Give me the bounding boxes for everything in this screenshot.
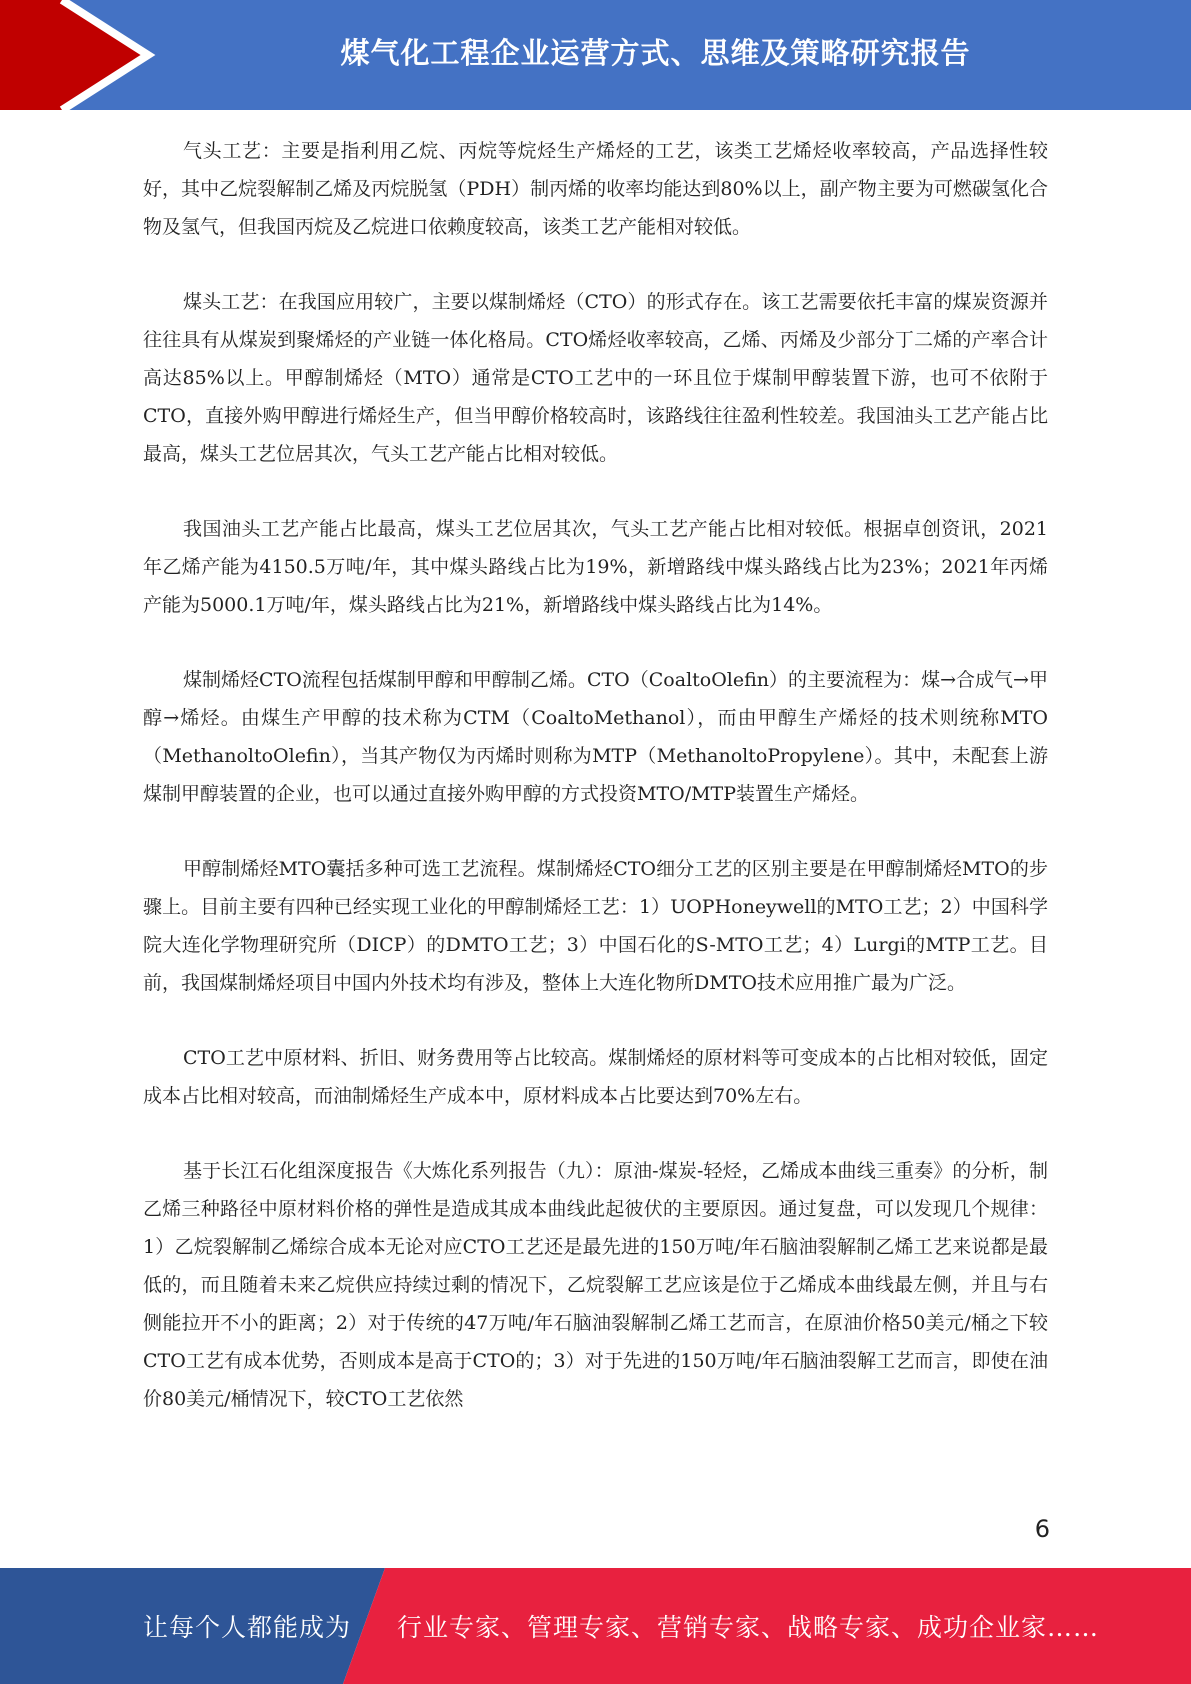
footer-slogan-left: 让每个人都能成为 bbox=[143, 1613, 352, 1642]
page-number: 6 bbox=[1034, 1515, 1050, 1543]
paragraph: 煤头工艺：在我国应用较广，主要以煤制烯烃（CTO）的形式存在。该工艺需要依托丰富的煤炭资源并往往具有从煤炭到聚烯烃的产业链一体化格局。CTO烯烃收率较高，乙烯、丙烯及少部分丁二烯的产率合计高达85%以上。甲醇制烯烃（MTO）通常是CTO工艺中的一环且位于煤制甲醇装置下游，也可不依附于CTO，直接外购甲醇进行烯烃生产，但当甲醇价格较高时，该路线往往盈利性较差。我国油头工艺产能占比最高，煤头工艺位居其次，气头工艺产能占比相对较低。 bbox=[143, 291, 1048, 465]
paragraph: CTO工艺中原材料、折旧、财务费用等占比较高。煤制烯烃的原材料等可变成本的占比相对较低，固定成本占比相对较高，而油制烯烃生产成本中，原材料成本占比要达到70%左右。 bbox=[143, 1047, 1048, 1107]
document-body bbox=[143, 132, 1048, 1455]
paragraph: 气头工艺：主要是指利用乙烷、丙烷等烷烃生产烯烃的工艺，该类工艺烯烃收率较高，产品选择性较好，其中乙烷裂解制乙烯及丙烷脱氢（PDH）制丙烯的收率均能达到80%以上，副产物主要为可燃碳氢化合物及氢气，但我国丙烷及乙烷进口依赖度较高，该类工艺产能相对较低。 bbox=[143, 140, 1048, 238]
footer-slogan-right: 行业专家、管理专家、营销专家、战略专家、成功企业家…… bbox=[397, 1613, 1100, 1642]
paragraph: 我国油头工艺产能占比最高，煤头工艺位居其次，气头工艺产能占比相对较低。根据卓创资讯，2021年乙烯产能为4150.5万吨/年，其中煤头路线占比为19%，新增路线中煤头路线占比为23%；2021年丙烯产能为5000.1万吨/年，煤头路线占比为21%，新增路线中煤头路线占比为14%。 bbox=[143, 518, 1048, 616]
page-footer bbox=[0, 1568, 1191, 1684]
paragraph: 基于长江石化组深度报告《大炼化系列报告（九）：原油-煤炭-轻烃，乙烯成本曲线三重奏》的分析，制乙烯三种路径中原材料价格的弹性是造成其成本曲线此起彼伏的主要原因。通过复盘，可以发现几个规律：1）乙烷裂解制乙烯综合成本无论对应CTO工艺还是最先进的150万吨/年石脑油裂解制乙烯工艺来说都是最低的，而且随着未来乙烷供应持续过剩的情况下，乙烷裂解工艺应该是位于乙烯成本曲线最左侧，并且与右侧能拉开不小的距离；2）对于传统的47万吨/年石脑油裂解制乙烯工艺而言，在原油价格50美元/桶之下较CTO工艺有成本优势，否则成本是高于CTO的；3）对于先进的150万吨/年石脑油裂解工艺而言，即使在油价80美元/桶情况下，较CTO工艺依然 bbox=[143, 1160, 1048, 1410]
header-title: 煤气化工程企业运营方式、思维及策略研究报告 bbox=[340, 35, 971, 70]
paragraph: 煤制烯烃CTO流程包括煤制甲醇和甲醇制乙烯。CTO（CoaltoOlefin）的主要流程为：煤→合成气→甲醇→烯烃。由煤生产甲醇的技术称为CTM（CoaltoMethanol），而由甲醇生产烯烃的技术则统称MTO（MethanoltoOlefin），当其产物仅为丙烯时则称为MTP（MethanoltoPropylene）。其中，未配套上游煤制甲醇装置的企业，也可以通过直接外购甲醇的方式投资MTO/MTP装置生产烯烃。 bbox=[143, 669, 1048, 805]
page-header bbox=[0, 0, 1191, 110]
paragraph: 甲醇制烯烃MTO囊括多种可选工艺流程。煤制烯烃CTO细分工艺的区别主要是在甲醇制烯烃MTO的步骤上。目前主要有四种已经实现工业化的甲醇制烯烃工艺：1）UOPHoneywell的MTO工艺；2）中国科学院大连化学物理研究所（DICP）的DMTO工艺；3）中国石化的S-MTO工艺；4）Lurgi的MTP工艺。目前，我国煤制烯烃项目中国内外技术均有涉及，整体上大连化物所DMTO技术应用推广最为广泛。 bbox=[143, 858, 1048, 994]
